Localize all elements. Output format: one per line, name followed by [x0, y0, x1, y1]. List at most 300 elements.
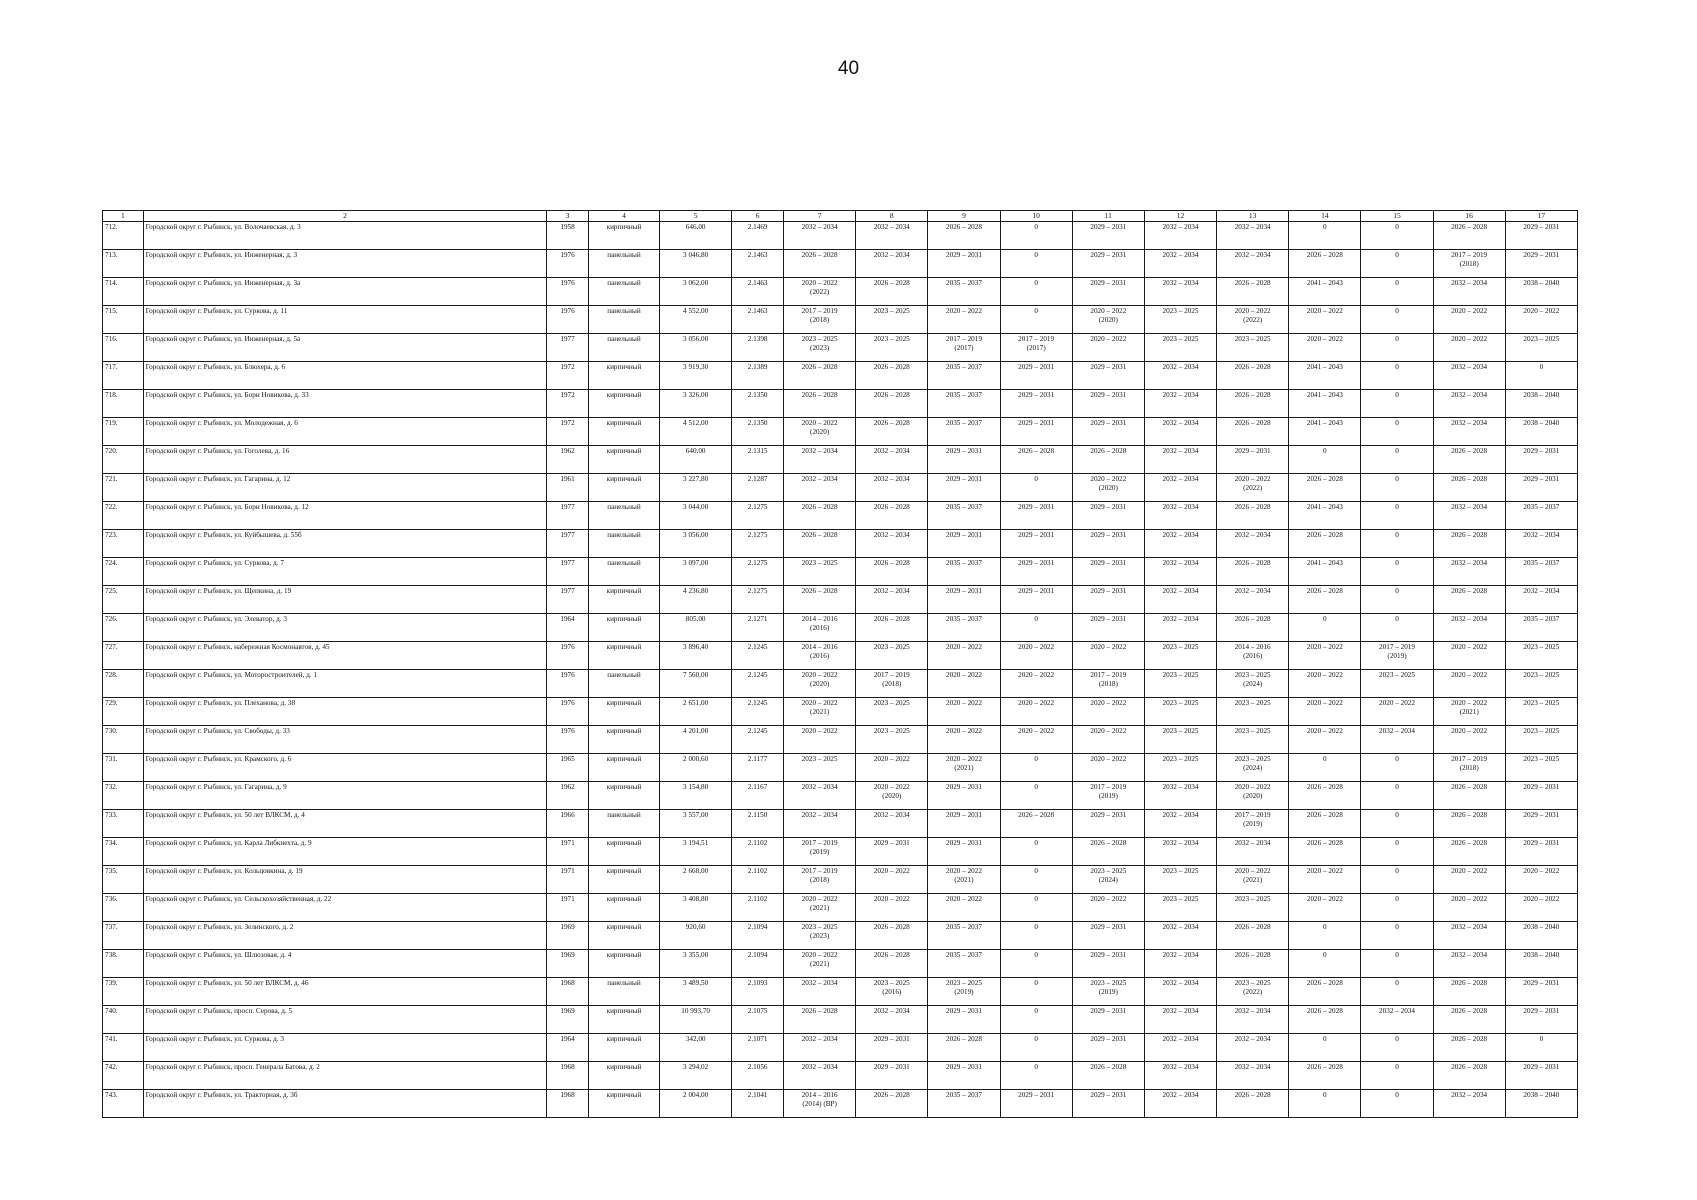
table-cell: 0 [1361, 250, 1433, 278]
table-cell: 2029 – 2031 [1505, 782, 1577, 810]
table-cell: 0 [1361, 586, 1433, 614]
table-cell: 2029 – 2031 [1000, 586, 1072, 614]
table-cell: 2032 – 2034 [856, 446, 928, 474]
table-cell: кирпичный [588, 754, 659, 782]
table-row [103, 978, 1578, 1006]
table-cell: 2023 – 2025 [1217, 726, 1289, 754]
table-row [103, 1006, 1578, 1034]
table-cell: 0 [1000, 922, 1072, 950]
table-cell: 2023 – 2025 [1361, 670, 1433, 698]
table-cell: 2032 – 2034 [1144, 418, 1216, 446]
table-cell: 2032 – 2034 [1217, 1062, 1289, 1090]
table-cell: панельный [588, 306, 659, 334]
table-cell: 2.1094 [732, 950, 784, 978]
address-cell: Городской округ г. Рыбинск, ул. Суркова, д. 7 [143, 558, 547, 586]
table-cell: 2032 – 2034 [856, 250, 928, 278]
table-cell: 2038 – 2040 [1505, 1090, 1577, 1118]
table-cell: 2.1463 [732, 278, 784, 306]
table-cell: 2032 – 2034 [1144, 614, 1216, 642]
table-cell: 0 [1361, 502, 1433, 530]
table-cell: 2032 – 2034 [1433, 418, 1505, 446]
table-cell: 2020 – 2022 [1505, 894, 1577, 922]
table-cell: 2023 – 2025 [1217, 334, 1289, 362]
table-cell: 2029 – 2031 [1072, 250, 1144, 278]
table-cell: 0 [1000, 1006, 1072, 1034]
table-cell: 2020 – 2022 [1433, 642, 1505, 670]
table-cell: кирпичный [588, 866, 659, 894]
table-cell: 2026 – 2028 [1289, 782, 1361, 810]
table-cell: 2020 – 2022 [928, 306, 1000, 334]
table-cell: панельный [588, 810, 659, 838]
table-cell: 2026 – 2028 [1289, 250, 1361, 278]
row-number-cell: 720. [103, 446, 144, 474]
table-cell: 2032 – 2034 [1433, 950, 1505, 978]
table-cell: 2035 – 2037 [928, 418, 1000, 446]
table-cell: 0 [1289, 922, 1361, 950]
address-cell: Городской округ г. Рыбинск, ул. Карла Либкнехта, д. 9 [143, 838, 547, 866]
row-number-cell: 730. [103, 726, 144, 754]
table-cell: 2029 – 2031 [1072, 1090, 1144, 1118]
address-cell: Городской округ г. Рыбинск, ул. Гагарина, д. 12 [143, 474, 547, 502]
table-cell: 2038 – 2040 [1505, 418, 1577, 446]
table-cell: 2029 – 2031 [928, 446, 1000, 474]
column-number: 6 [732, 211, 784, 222]
table-cell: 1964 [547, 1034, 589, 1062]
table-cell: 0 [1361, 334, 1433, 362]
table-cell: 2026 – 2028 [1433, 1062, 1505, 1090]
table-cell: 2026 – 2028 [1433, 474, 1505, 502]
column-number: 3 [547, 211, 589, 222]
table-cell: 1977 [547, 530, 589, 558]
table-cell: 2026 – 2028 [1217, 558, 1289, 586]
table-cell: 1976 [547, 642, 589, 670]
table-cell: 2023 – 2025 [1505, 334, 1577, 362]
table-cell: 2029 – 2031 [1072, 278, 1144, 306]
table-cell: 2.1071 [732, 1034, 784, 1062]
table-cell: 2029 – 2031 [1072, 810, 1144, 838]
table-cell: 2020 – 2022 [928, 894, 1000, 922]
column-number: 11 [1072, 211, 1144, 222]
table-cell: 0 [1361, 418, 1433, 446]
table-cell: 2 668,00 [660, 866, 732, 894]
column-number: 5 [660, 211, 732, 222]
table-cell: 2032 – 2034 [1217, 838, 1289, 866]
table-cell: 2023 – 2025 [1505, 642, 1577, 670]
row-number-cell: 721. [103, 474, 144, 502]
table-cell: 2020 – 2022 [1072, 754, 1144, 782]
address-cell: Городской округ г. Рыбинск, ул. Молодежная, д. 6 [143, 418, 547, 446]
table-cell: 2026 – 2028 [1217, 362, 1289, 390]
table-cell: 2029 – 2031 [1505, 250, 1577, 278]
table-cell: 1968 [547, 1090, 589, 1118]
table-cell: 2026 – 2028 [1000, 810, 1072, 838]
table-cell: 2026 – 2028 [784, 530, 856, 558]
table-cell: 1966 [547, 810, 589, 838]
table-cell: 3 919,30 [660, 362, 732, 390]
table-cell: 0 [1000, 1062, 1072, 1090]
table-cell: 0 [1505, 1034, 1577, 1062]
address-cell: Городской округ г. Рыбинск, ул. Зелинского, д. 2 [143, 922, 547, 950]
table-cell: 2020 – 2022 [1289, 642, 1361, 670]
table-cell: панельный [588, 978, 659, 1006]
table-cell: 2023 – 2025 [1144, 866, 1216, 894]
table-cell: 1965 [547, 754, 589, 782]
table-cell: 0 [1361, 306, 1433, 334]
table-cell: 2017 – 2019 (2018) [784, 866, 856, 894]
table-cell: 2026 – 2028 [1433, 1006, 1505, 1034]
row-number-cell: 724. [103, 558, 144, 586]
table-cell: 2023 – 2025 [856, 642, 928, 670]
table-cell: 2017 – 2019 (2018) [784, 306, 856, 334]
table-cell: 2.1469 [732, 222, 784, 250]
table-cell: 2032 – 2034 [1433, 390, 1505, 418]
table-cell: 2032 – 2034 [1361, 1006, 1433, 1034]
table-cell: 2032 – 2034 [1144, 950, 1216, 978]
table-cell: 0 [1361, 390, 1433, 418]
table-row [103, 334, 1578, 362]
table-cell: 1969 [547, 1006, 589, 1034]
table-row [103, 614, 1578, 642]
table-cell: 2020 – 2022 [856, 754, 928, 782]
table-cell: 2.1389 [732, 362, 784, 390]
table-cell: 7 560,00 [660, 670, 732, 698]
table-cell: 2032 – 2034 [1144, 278, 1216, 306]
table-cell: 0 [1361, 1034, 1433, 1062]
address-cell: Городской округ г. Рыбинск, ул. Тракторная, д. 3б [143, 1090, 547, 1118]
table-cell: 2029 – 2031 [928, 1006, 1000, 1034]
table-cell: 0 [1000, 978, 1072, 1006]
table-cell: 2032 – 2034 [856, 474, 928, 502]
row-number-cell: 736. [103, 894, 144, 922]
table-cell: 2032 – 2034 [856, 810, 928, 838]
address-cell: Городской округ г. Рыбинск, ул. Кольцовкина, д. 19 [143, 866, 547, 894]
table-cell: 2029 – 2031 [1505, 810, 1577, 838]
table-cell: 2029 – 2031 [856, 838, 928, 866]
table-cell: 2032 – 2034 [1144, 222, 1216, 250]
table-cell: 2.1275 [732, 502, 784, 530]
row-number-cell: 742. [103, 1062, 144, 1090]
table-row [103, 838, 1578, 866]
address-cell: Городской округ г. Рыбинск, ул. Свободы, д. 33 [143, 726, 547, 754]
table-cell: 1968 [547, 1062, 589, 1090]
table-cell: 2026 – 2028 [1072, 838, 1144, 866]
table-cell: 1976 [547, 306, 589, 334]
table-cell: 2035 – 2037 [928, 614, 1000, 642]
table-cell: 2035 – 2037 [928, 390, 1000, 418]
row-number-cell: 731. [103, 754, 144, 782]
table-cell: 2032 – 2034 [856, 222, 928, 250]
table-cell: 2020 – 2022 [1289, 726, 1361, 754]
table-row [103, 810, 1578, 838]
table-cell: 2029 – 2031 [1505, 446, 1577, 474]
table-cell: 0 [1361, 894, 1433, 922]
table-cell: 2026 – 2028 [1433, 586, 1505, 614]
table-cell: 1961 [547, 474, 589, 502]
table-cell: 2026 – 2028 [1217, 614, 1289, 642]
table-cell: 2020 – 2022 [1000, 670, 1072, 698]
table-cell: 0 [1361, 782, 1433, 810]
row-number-cell: 722. [103, 502, 144, 530]
table-cell: 2.1245 [732, 642, 784, 670]
table-cell: 1976 [547, 278, 589, 306]
table-row [103, 418, 1578, 446]
table-cell: 3 326,00 [660, 390, 732, 418]
table-row [103, 866, 1578, 894]
table-cell: 2035 – 2037 [928, 950, 1000, 978]
table-cell: 2032 – 2034 [1505, 586, 1577, 614]
table-cell: кирпичный [588, 1034, 659, 1062]
table-cell: 2029 – 2031 [1505, 1006, 1577, 1034]
table-cell: 0 [1361, 922, 1433, 950]
address-cell: Городской округ г. Рыбинск, ул. Блюхера, д. 6 [143, 362, 547, 390]
table-cell: 3 896,40 [660, 642, 732, 670]
address-cell: Городской округ г. Рыбинск, ул. Суркова, д. 3 [143, 1034, 547, 1062]
table-row [103, 306, 1578, 334]
table-cell: 2038 – 2040 [1505, 278, 1577, 306]
table-cell: 2020 – 2022 (2021) [928, 866, 1000, 894]
table-cell: 2026 – 2028 [856, 390, 928, 418]
table-cell: 2032 – 2034 [1144, 810, 1216, 838]
table-cell: 2032 – 2034 [784, 978, 856, 1006]
table-cell: кирпичный [588, 838, 659, 866]
address-cell: Городской округ г. Рыбинск, ул. Бори Новикова, д. 33 [143, 390, 547, 418]
table-cell: 2.1102 [732, 894, 784, 922]
table-cell: 2023 – 2025 [784, 754, 856, 782]
table-cell: 3 489,50 [660, 978, 732, 1006]
table-cell: 2023 – 2025 (2023) [784, 334, 856, 362]
address-cell: Городской округ г. Рыбинск, ул. Инженерная, д. 5а [143, 334, 547, 362]
column-number-header [103, 211, 1578, 222]
table-cell: кирпичный [588, 222, 659, 250]
table-cell: 2.1275 [732, 586, 784, 614]
row-number-cell: 727. [103, 642, 144, 670]
table-cell: кирпичный [588, 922, 659, 950]
row-number-cell: 739. [103, 978, 144, 1006]
address-cell: Городской округ г. Рыбинск, ул. Плеханова, д. 38 [143, 698, 547, 726]
table-cell: 2023 – 2025 [1144, 306, 1216, 334]
table-cell: 2032 – 2034 [1505, 530, 1577, 558]
table-cell: 1958 [547, 222, 589, 250]
table-cell: 2029 – 2031 [1000, 418, 1072, 446]
table-cell: 2029 – 2031 [1000, 502, 1072, 530]
row-number-cell: 728. [103, 670, 144, 698]
table-cell: кирпичный [588, 390, 659, 418]
table-cell: 0 [1289, 950, 1361, 978]
table-cell: 2032 – 2034 [784, 1062, 856, 1090]
table-cell: 2032 – 2034 [856, 1006, 928, 1034]
table-cell: 2020 – 2022 [928, 642, 1000, 670]
table-cell: 0 [1361, 1062, 1433, 1090]
table-cell: 1977 [547, 586, 589, 614]
table-cell: 0 [1361, 446, 1433, 474]
table-cell: 2029 – 2031 [1072, 950, 1144, 978]
table-cell: 2035 – 2037 [928, 922, 1000, 950]
table-cell: 2026 – 2028 [856, 502, 928, 530]
table-cell: 1971 [547, 838, 589, 866]
table-cell: 2017 – 2019 (2018) [1433, 754, 1505, 782]
table-cell: 2032 – 2034 [1144, 474, 1216, 502]
table-row [103, 278, 1578, 306]
table-cell: 2029 – 2031 [856, 1034, 928, 1062]
table-cell: 2029 – 2031 [928, 586, 1000, 614]
table-cell: кирпичный [588, 894, 659, 922]
column-number: 2 [143, 211, 547, 222]
table-cell: 2.1275 [732, 530, 784, 558]
table-cell: 2029 – 2031 [1072, 586, 1144, 614]
address-cell: Городской округ г. Рыбинск, ул. Бори Новикова, д. 12 [143, 502, 547, 530]
table-cell: 0 [1000, 614, 1072, 642]
table-cell: 2020 – 2022 [928, 726, 1000, 754]
table-cell: кирпичный [588, 362, 659, 390]
table-cell: 2026 – 2028 [1433, 446, 1505, 474]
table-cell: 2020 – 2022 (2020) [1217, 782, 1289, 810]
table-cell: 3 194,51 [660, 838, 732, 866]
address-cell: Городской округ г. Рыбинск, набережная Космонавтов, д. 45 [143, 642, 547, 670]
table-cell: 2020 – 2022 [1289, 894, 1361, 922]
table-cell: 0 [1505, 362, 1577, 390]
table-cell: 2026 – 2028 [1289, 586, 1361, 614]
row-number-cell: 716. [103, 334, 144, 362]
table-cell: 2020 – 2022 [1000, 698, 1072, 726]
table-row [103, 894, 1578, 922]
table-cell: 2035 – 2037 [928, 558, 1000, 586]
table-row [103, 362, 1578, 390]
table-cell: 0 [1361, 530, 1433, 558]
table-row [103, 698, 1578, 726]
table-cell: 0 [1361, 278, 1433, 306]
column-number: 13 [1217, 211, 1289, 222]
table-cell: 2023 – 2025 [856, 698, 928, 726]
table-cell: 1969 [547, 950, 589, 978]
address-cell: Городской округ г. Рыбинск, просп. Серова, д. 5 [143, 1006, 547, 1034]
table-cell: 2032 – 2034 [784, 446, 856, 474]
address-cell: Городской округ г. Рыбинск, ул. Инженерная, д. 3а [143, 278, 547, 306]
table-cell: 2017 – 2019 (2018) [1072, 670, 1144, 698]
table-cell: 2.1245 [732, 670, 784, 698]
table-cell: 2.1041 [732, 1090, 784, 1118]
table-cell: 2020 – 2022 (2021) [1433, 698, 1505, 726]
table-cell: 2032 – 2034 [1433, 1090, 1505, 1118]
table-cell: 2020 – 2022 [1433, 334, 1505, 362]
address-cell: Городской округ г. Рыбинск, ул. Волочаевская, д. 3 [143, 222, 547, 250]
table-row [103, 250, 1578, 278]
table-cell: 2026 – 2028 [1072, 1062, 1144, 1090]
table-cell: 1962 [547, 782, 589, 810]
table-cell: 2032 – 2034 [1144, 586, 1216, 614]
table-cell: 1972 [547, 362, 589, 390]
table-cell: 0 [1000, 222, 1072, 250]
table-cell: 2017 – 2019 (2017) [928, 334, 1000, 362]
table-cell: 2041 – 2043 [1289, 558, 1361, 586]
table-cell: 2032 – 2034 [1144, 1090, 1216, 1118]
table-cell: 2020 – 2022 (2020) [784, 670, 856, 698]
table-cell: 2029 – 2031 [928, 530, 1000, 558]
table-cell: 2014 – 2016 (2016) [784, 642, 856, 670]
table-cell: 2035 – 2037 [928, 1090, 1000, 1118]
table-cell: 0 [1000, 782, 1072, 810]
table-row [103, 474, 1578, 502]
table-cell: 2032 – 2034 [1361, 726, 1433, 754]
table-cell: 2020 – 2022 [1433, 894, 1505, 922]
table-cell: 1972 [547, 418, 589, 446]
table-cell: 2026 – 2028 [784, 1006, 856, 1034]
table-cell: 2032 – 2034 [1144, 558, 1216, 586]
table-cell: 1976 [547, 726, 589, 754]
table-cell: 2035 – 2037 [1505, 614, 1577, 642]
table-cell: 2026 – 2028 [1289, 838, 1361, 866]
table-cell: 2032 – 2034 [1217, 1034, 1289, 1062]
table-cell: 2020 – 2022 (2021) [784, 950, 856, 978]
table-cell: 2020 – 2022 [1433, 306, 1505, 334]
table-cell: 0 [1000, 950, 1072, 978]
row-number-cell: 712. [103, 222, 144, 250]
table-cell: 2 651,00 [660, 698, 732, 726]
table-cell: 2017 – 2019 (2018) [856, 670, 928, 698]
table-cell: 2026 – 2028 [1289, 978, 1361, 1006]
table-cell: кирпичный [588, 1090, 659, 1118]
table-cell: 1977 [547, 502, 589, 530]
table-cell: 2.1287 [732, 474, 784, 502]
table-cell: 2029 – 2031 [1072, 502, 1144, 530]
table-cell: 2029 – 2031 [1000, 558, 1072, 586]
table-cell: 0 [1361, 558, 1433, 586]
table-cell: 1977 [547, 558, 589, 586]
table-cell: 2.1350 [732, 418, 784, 446]
table-cell: панельный [588, 250, 659, 278]
table-cell: 2023 – 2025 (2024) [1217, 754, 1289, 782]
table-cell: 0 [1000, 278, 1072, 306]
table-cell: 2029 – 2031 [1000, 530, 1072, 558]
table-cell: 2026 – 2028 [1433, 1034, 1505, 1062]
table-cell: 2020 – 2022 [1072, 642, 1144, 670]
table-cell: 2020 – 2022 [1289, 670, 1361, 698]
table-row [103, 1062, 1578, 1090]
table-cell: 2026 – 2028 [1000, 446, 1072, 474]
column-number: 9 [928, 211, 1000, 222]
table-cell: 2023 – 2025 [1144, 642, 1216, 670]
table-cell: 2020 – 2022 (2022) [1217, 474, 1289, 502]
table-cell: 0 [1361, 362, 1433, 390]
address-cell: Городской округ г. Рыбинск, ул. Суркова, д. 11 [143, 306, 547, 334]
table-cell: 2020 – 2022 (2021) [1217, 866, 1289, 894]
table-cell: 2.1102 [732, 838, 784, 866]
table-cell: 1968 [547, 978, 589, 1006]
table-cell: 2029 – 2031 [928, 782, 1000, 810]
address-cell: Городской округ г. Рыбинск, ул. Инженерная, д. 3 [143, 250, 547, 278]
table-cell: 2023 – 2025 (2022) [1217, 978, 1289, 1006]
table-cell: 2026 – 2028 [856, 614, 928, 642]
table-cell: 2023 – 2025 (2023) [784, 922, 856, 950]
table-cell: 2029 – 2031 [1505, 1062, 1577, 1090]
table-cell: 2032 – 2034 [784, 222, 856, 250]
table-cell: 2.1245 [732, 726, 784, 754]
table-cell: 2.1463 [732, 250, 784, 278]
table-cell: 2.1463 [732, 306, 784, 334]
table-cell: 2026 – 2028 [856, 362, 928, 390]
table-cell: 2014 – 2016 (2016) [784, 614, 856, 642]
table-cell: 0 [1289, 754, 1361, 782]
table-cell: 3 557,00 [660, 810, 732, 838]
table-cell: 2020 – 2022 [1000, 642, 1072, 670]
table-cell: 2020 – 2022 [1361, 698, 1433, 726]
table-cell: панельный [588, 670, 659, 698]
table-cell: 2020 – 2022 [1505, 866, 1577, 894]
table-cell: 3 294,02 [660, 1062, 732, 1090]
column-number: 7 [784, 211, 856, 222]
table-cell: 2029 – 2031 [1072, 362, 1144, 390]
table-cell: 2032 – 2034 [1144, 250, 1216, 278]
table-cell: 920,60 [660, 922, 732, 950]
